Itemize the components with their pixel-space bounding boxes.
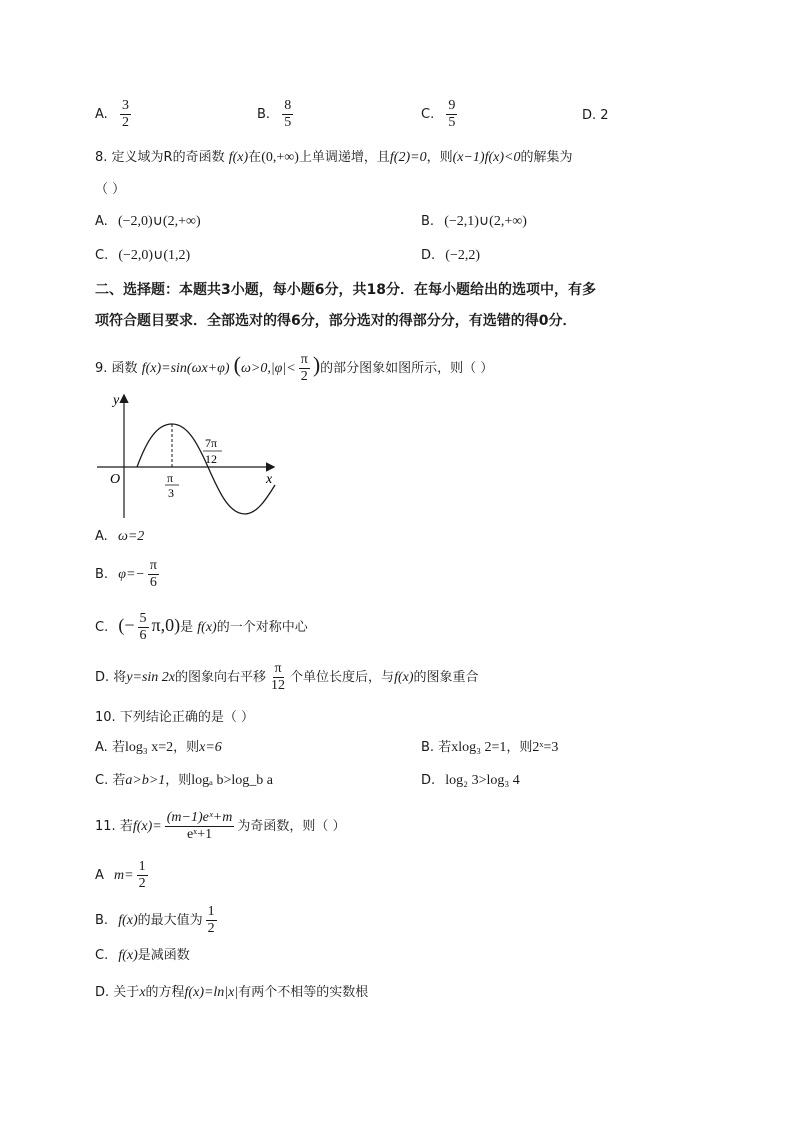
q10-stem	[95, 708, 254, 728]
numerator: (m−1)eˣ+m	[166, 810, 233, 825]
q9-option-b-fraction	[148, 558, 159, 591]
q10-option-a-text-2: ，则	[173, 740, 200, 755]
y-axis-label: y	[113, 393, 120, 408]
q9-stem-condition: ω>0,|φ|<	[241, 361, 296, 376]
q9-stem-fx: f(x)=sin(ωx+φ)	[141, 361, 230, 376]
q9-option-d-text-4: 的图象重合	[413, 670, 479, 685]
q9-left-paren: (	[233, 352, 241, 377]
q9-option-a	[95, 527, 144, 547]
q8-option-b	[421, 212, 527, 232]
q8-option-c-text: (−2,0)∪(1,2)	[118, 248, 191, 263]
q11-option-c-fx: f(x)	[118, 948, 138, 963]
q8-number: 8.	[95, 150, 108, 165]
q8-option-a-text: (−2,0)∪(2,+∞)	[117, 214, 201, 229]
tick-denominator: 3	[168, 486, 174, 500]
q8-option-c	[95, 246, 190, 266]
q9-option-c-label: C.	[95, 620, 109, 635]
q10-number: 10.	[95, 710, 116, 725]
denominator: 5	[448, 115, 456, 130]
q9-option-c-suffix: π,0)	[151, 615, 181, 635]
q9-option-d	[95, 660, 479, 696]
numerator: 9	[448, 98, 456, 113]
q11-option-c-label: C.	[95, 948, 109, 963]
q10-option-b-text-2: ，则	[506, 740, 533, 755]
q9-stem-text-1: 函数	[111, 361, 138, 376]
q11-option-d-text-3: 有两个不相等的实数根	[238, 985, 369, 1000]
denominator: 6	[139, 628, 147, 643]
tick-numerator: π	[167, 471, 174, 485]
q9-option-d-text-2: 的图象向右平移	[175, 670, 267, 685]
q11-option-a-lhs: m=	[114, 868, 134, 883]
q10-option-a-expr: log₃ x=2	[124, 740, 174, 755]
q8-stem-text-4: ，则	[426, 150, 453, 165]
q7-option-a-fraction	[120, 98, 131, 131]
q8-option-d-text: (−2,2)	[445, 248, 481, 263]
q10-stem-text: 下列结论正确的是（ ）	[119, 710, 254, 725]
q9-option-c-fraction	[138, 611, 149, 644]
q9-option-b-label: B.	[95, 567, 109, 582]
q10-option-b-expr: xlog₃ 2=1	[451, 740, 507, 755]
q8-stem-condition: f(2)=0	[389, 150, 427, 165]
q8-answer-paren: （ ）	[95, 182, 126, 197]
q11-stem	[95, 807, 345, 847]
numerator: 1	[138, 859, 146, 874]
q11-stem-fraction	[165, 810, 235, 843]
q9-number: 9.	[95, 361, 108, 376]
q10-option-c-text-1: 若	[112, 773, 126, 788]
q7-option-c-fraction	[446, 98, 457, 131]
q9-option-a-text: ω=2	[117, 529, 145, 544]
q7-option-c	[421, 98, 460, 131]
q10-option-c-result: logₐ b>log_b a	[191, 773, 274, 788]
q10-option-b-result: 2ˣ=3	[532, 740, 559, 755]
q8-option-d	[421, 246, 480, 266]
q7-option-d: D. 2	[582, 108, 609, 123]
q9-option-c-prefix: (−	[118, 615, 135, 635]
q11-option-d-text-2: 的方程	[145, 985, 185, 1000]
denominator: 6	[149, 575, 157, 590]
q10-option-c	[95, 771, 273, 791]
q10-option-b	[421, 738, 558, 758]
q10-option-d-label: D.	[421, 773, 436, 788]
q11-option-c-text: 是减函数	[137, 948, 190, 963]
q8-stem-text-3: 上单调递增，且	[298, 150, 390, 165]
q8-stem-text-2: 在	[248, 150, 262, 165]
q10-option-a-result: x=6	[199, 740, 222, 755]
q8-option-b-text: (−2,1)∪(2,+∞)	[444, 214, 527, 229]
numerator: 1	[207, 904, 215, 919]
q11-option-a-label: A	[95, 868, 104, 883]
tick-denominator: 12	[205, 452, 217, 466]
denominator: 5	[284, 115, 292, 130]
q9-stem-text-2: 的部分图象如图所示，则（ ）	[320, 361, 494, 376]
q11-option-d	[95, 983, 368, 1003]
q7-option-b	[257, 98, 296, 131]
denominator: 2	[121, 115, 129, 130]
q9-stem-fraction	[299, 352, 310, 385]
numerator: π	[274, 661, 282, 676]
q9-option-d-fraction	[269, 661, 287, 694]
q8-option-b-label: B.	[421, 214, 435, 229]
x-axis-label: x	[266, 472, 273, 487]
q11-option-c	[95, 946, 190, 966]
q8-stem-inequality: (x−1)f(x)<0	[452, 150, 521, 165]
numerator: 8	[284, 98, 292, 113]
q8-stem-text-5: 的解集为	[520, 150, 573, 165]
q10-option-a-label: A.	[95, 740, 108, 755]
q8-stem-interval: (0,+∞)	[261, 150, 299, 165]
numerator: 3	[121, 98, 129, 113]
q11-option-b	[95, 903, 220, 939]
q7-option-c-label: C.	[421, 107, 435, 122]
q8-stem-fx: f(x)	[228, 150, 249, 165]
q7-option-b-fraction	[282, 98, 293, 131]
denominator: 2	[138, 876, 146, 891]
q11-option-a-fraction	[137, 859, 148, 892]
section-2-heading-line-1: 二、选择题：本题共3小题，每小题6分，共18分．在每小题给出的选项中，有多	[95, 282, 596, 298]
q8-option-a	[95, 212, 201, 232]
q10-option-b-text-1: 若	[438, 740, 452, 755]
q10-option-a	[95, 738, 222, 758]
origin-label: O	[110, 472, 121, 487]
numerator: π	[149, 558, 157, 573]
q9-option-d-label: D.	[95, 670, 110, 685]
q11-option-b-text: 的最大值为	[137, 913, 203, 928]
q9-option-d-expr: y=sin 2x	[126, 670, 176, 685]
tick-pi-over-3	[165, 471, 179, 500]
q10-option-d-expr: log₂ 3>log₃ 4	[445, 773, 520, 788]
denominator: eˣ+1	[186, 827, 213, 842]
q10-option-c-expr: a>b>1	[125, 773, 166, 788]
q9-option-d-text-3: 个单位长度后，与	[290, 670, 395, 685]
q9-option-d-text-1: 将	[113, 670, 127, 685]
q11-option-b-label: B.	[95, 913, 109, 928]
q11-option-d-expr: f(x)=ln|x|	[184, 985, 239, 1000]
section-2-heading-line-2: 项符合题目要求．全部选对的得6分，部分选对的得部分分，有选错的得0分．	[95, 313, 577, 329]
q9-option-c-text: 是	[180, 620, 194, 635]
q11-stem-text-2: 为奇函数，则（ ）	[237, 819, 346, 834]
q9-option-d-fx: f(x)	[394, 670, 414, 685]
q9-sine-graph	[95, 390, 285, 522]
q9-option-b-lhs: φ=−	[118, 567, 145, 582]
q11-option-a	[95, 856, 151, 896]
q11-number: 11.	[95, 819, 116, 834]
denominator: 12	[271, 678, 286, 693]
q9-option-c	[95, 606, 308, 647]
q10-option-a-text-1: 若	[111, 740, 125, 755]
q7-option-a	[95, 98, 134, 131]
q9-option-c-tail: 的一个对称中心	[216, 620, 308, 635]
denominator: 2	[207, 921, 215, 936]
q9-stem	[95, 352, 493, 385]
q8-option-d-label: D.	[421, 248, 436, 263]
q11-stem-fx: f(x)=	[132, 819, 162, 834]
q11-stem-text-1: 若	[119, 819, 133, 834]
q9-option-b	[95, 557, 162, 593]
q11-option-d-variable: x	[139, 985, 146, 1000]
numerator: π	[300, 352, 308, 367]
q9-right-paren: )	[312, 352, 321, 377]
q8-option-a-label: A.	[95, 214, 108, 229]
q7-option-b-label: B.	[257, 107, 271, 122]
tick-7pi-over-12	[203, 436, 222, 466]
tick-numerator: 7π	[205, 436, 218, 450]
q9-option-c-fx: f(x)	[197, 620, 217, 635]
numerator: 5	[139, 611, 147, 626]
q9-option-a-label: A.	[95, 529, 108, 544]
q8-option-c-label: C.	[95, 248, 109, 263]
q8-stem	[95, 148, 572, 168]
q10-option-c-label: C.	[95, 773, 109, 788]
q11-option-b-fraction	[206, 904, 217, 937]
q10-option-c-text-2: ，则	[165, 773, 192, 788]
q11-option-d-label: D.	[95, 985, 110, 1000]
q10-option-b-label: B.	[421, 740, 435, 755]
q11-option-d-text-1: 关于	[113, 985, 140, 1000]
q7-option-a-label: A.	[95, 107, 108, 122]
q10-option-d	[421, 771, 520, 791]
q8-stem-text-1: 定义域为R的奇函数	[111, 150, 225, 165]
q11-option-b-fx: f(x)	[118, 913, 138, 928]
denominator: 2	[300, 369, 308, 384]
